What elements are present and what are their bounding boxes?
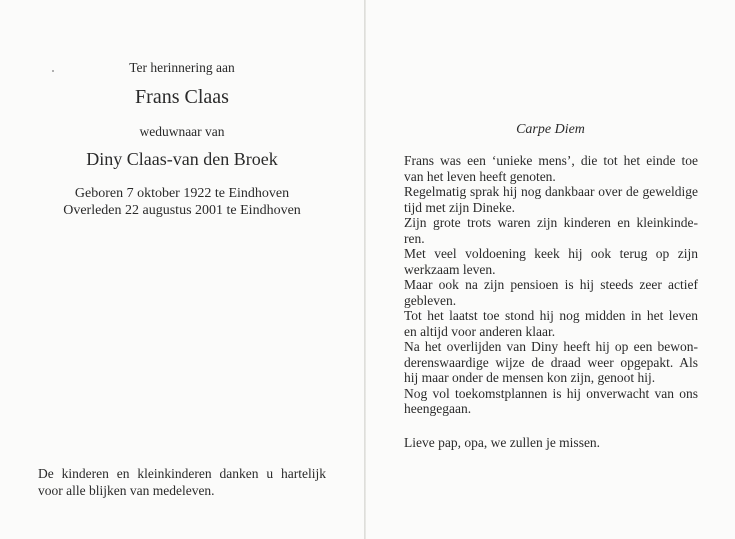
tribute-line: gebleven. [404, 292, 457, 308]
tribute-line: ren. [404, 230, 425, 246]
tribute-line: Frans was een ‘unieke mens’, die tot het einde toe [404, 153, 698, 168]
thanks-text: De kinderen en kleinkinderen danken u hartelijk voor alle blijken van medeleven. [38, 466, 326, 498]
left-panel [0, 0, 364, 539]
closing-line: Lieve pap, opa, we zullen je missen. [404, 435, 601, 450]
in-memory-heading: Ter herinnering aan [129, 60, 235, 75]
tribute-line: werkzaam leven. [404, 261, 496, 277]
tribute-line: heengegaan. [404, 401, 472, 416]
tribute-line: tijd met zijn Dineke. [404, 199, 515, 215]
spouse-name: Diny Claas-van den Broek [86, 149, 278, 169]
deceased-name: Frans Claas [135, 86, 229, 108]
right-panel [366, 0, 735, 539]
tribute-line: hij maar onder de mensen kon zijn, genoot hij. [404, 370, 656, 385]
tribute-line: Nog vol toekomstplannen is hij onverwacht van ons [404, 385, 698, 401]
tribute-line: Na het overlijden van Diny heeft hij op een bewon- [404, 339, 698, 354]
tribute-line: en altijd voor anderen klaar. [404, 323, 556, 339]
motto: Carpe Diem [516, 122, 585, 137]
tribute-line: derenswaardige wijze de draad weer opgepakt. Als [404, 354, 698, 370]
tribute-line: Zijn grote trots waren zijn kinderen en kleinkinde- [404, 215, 698, 230]
tribute-line: Regelmatig sprak hij nog dankbaar over de geweldige [404, 184, 698, 199]
tribute-line: Tot het laatst toe stond hij nog midden in het leven [404, 308, 698, 323]
tribute-text [404, 153, 698, 417]
tribute-line: Maar ook na zijn pensioen is hij steeds zeer actief [404, 277, 698, 292]
birth-line: Geboren 7 oktober 1922 te Eindhoven [74, 186, 290, 201]
tribute-line: Met veel voldoening keek hij ook terug op zijn [404, 246, 698, 261]
tribute-line: van het leven heeft genoten. [404, 168, 556, 184]
relation-text: weduwnaar van [139, 124, 225, 139]
death-line: Overleden 22 augustus 2001 te Eindhoven [63, 203, 301, 218]
